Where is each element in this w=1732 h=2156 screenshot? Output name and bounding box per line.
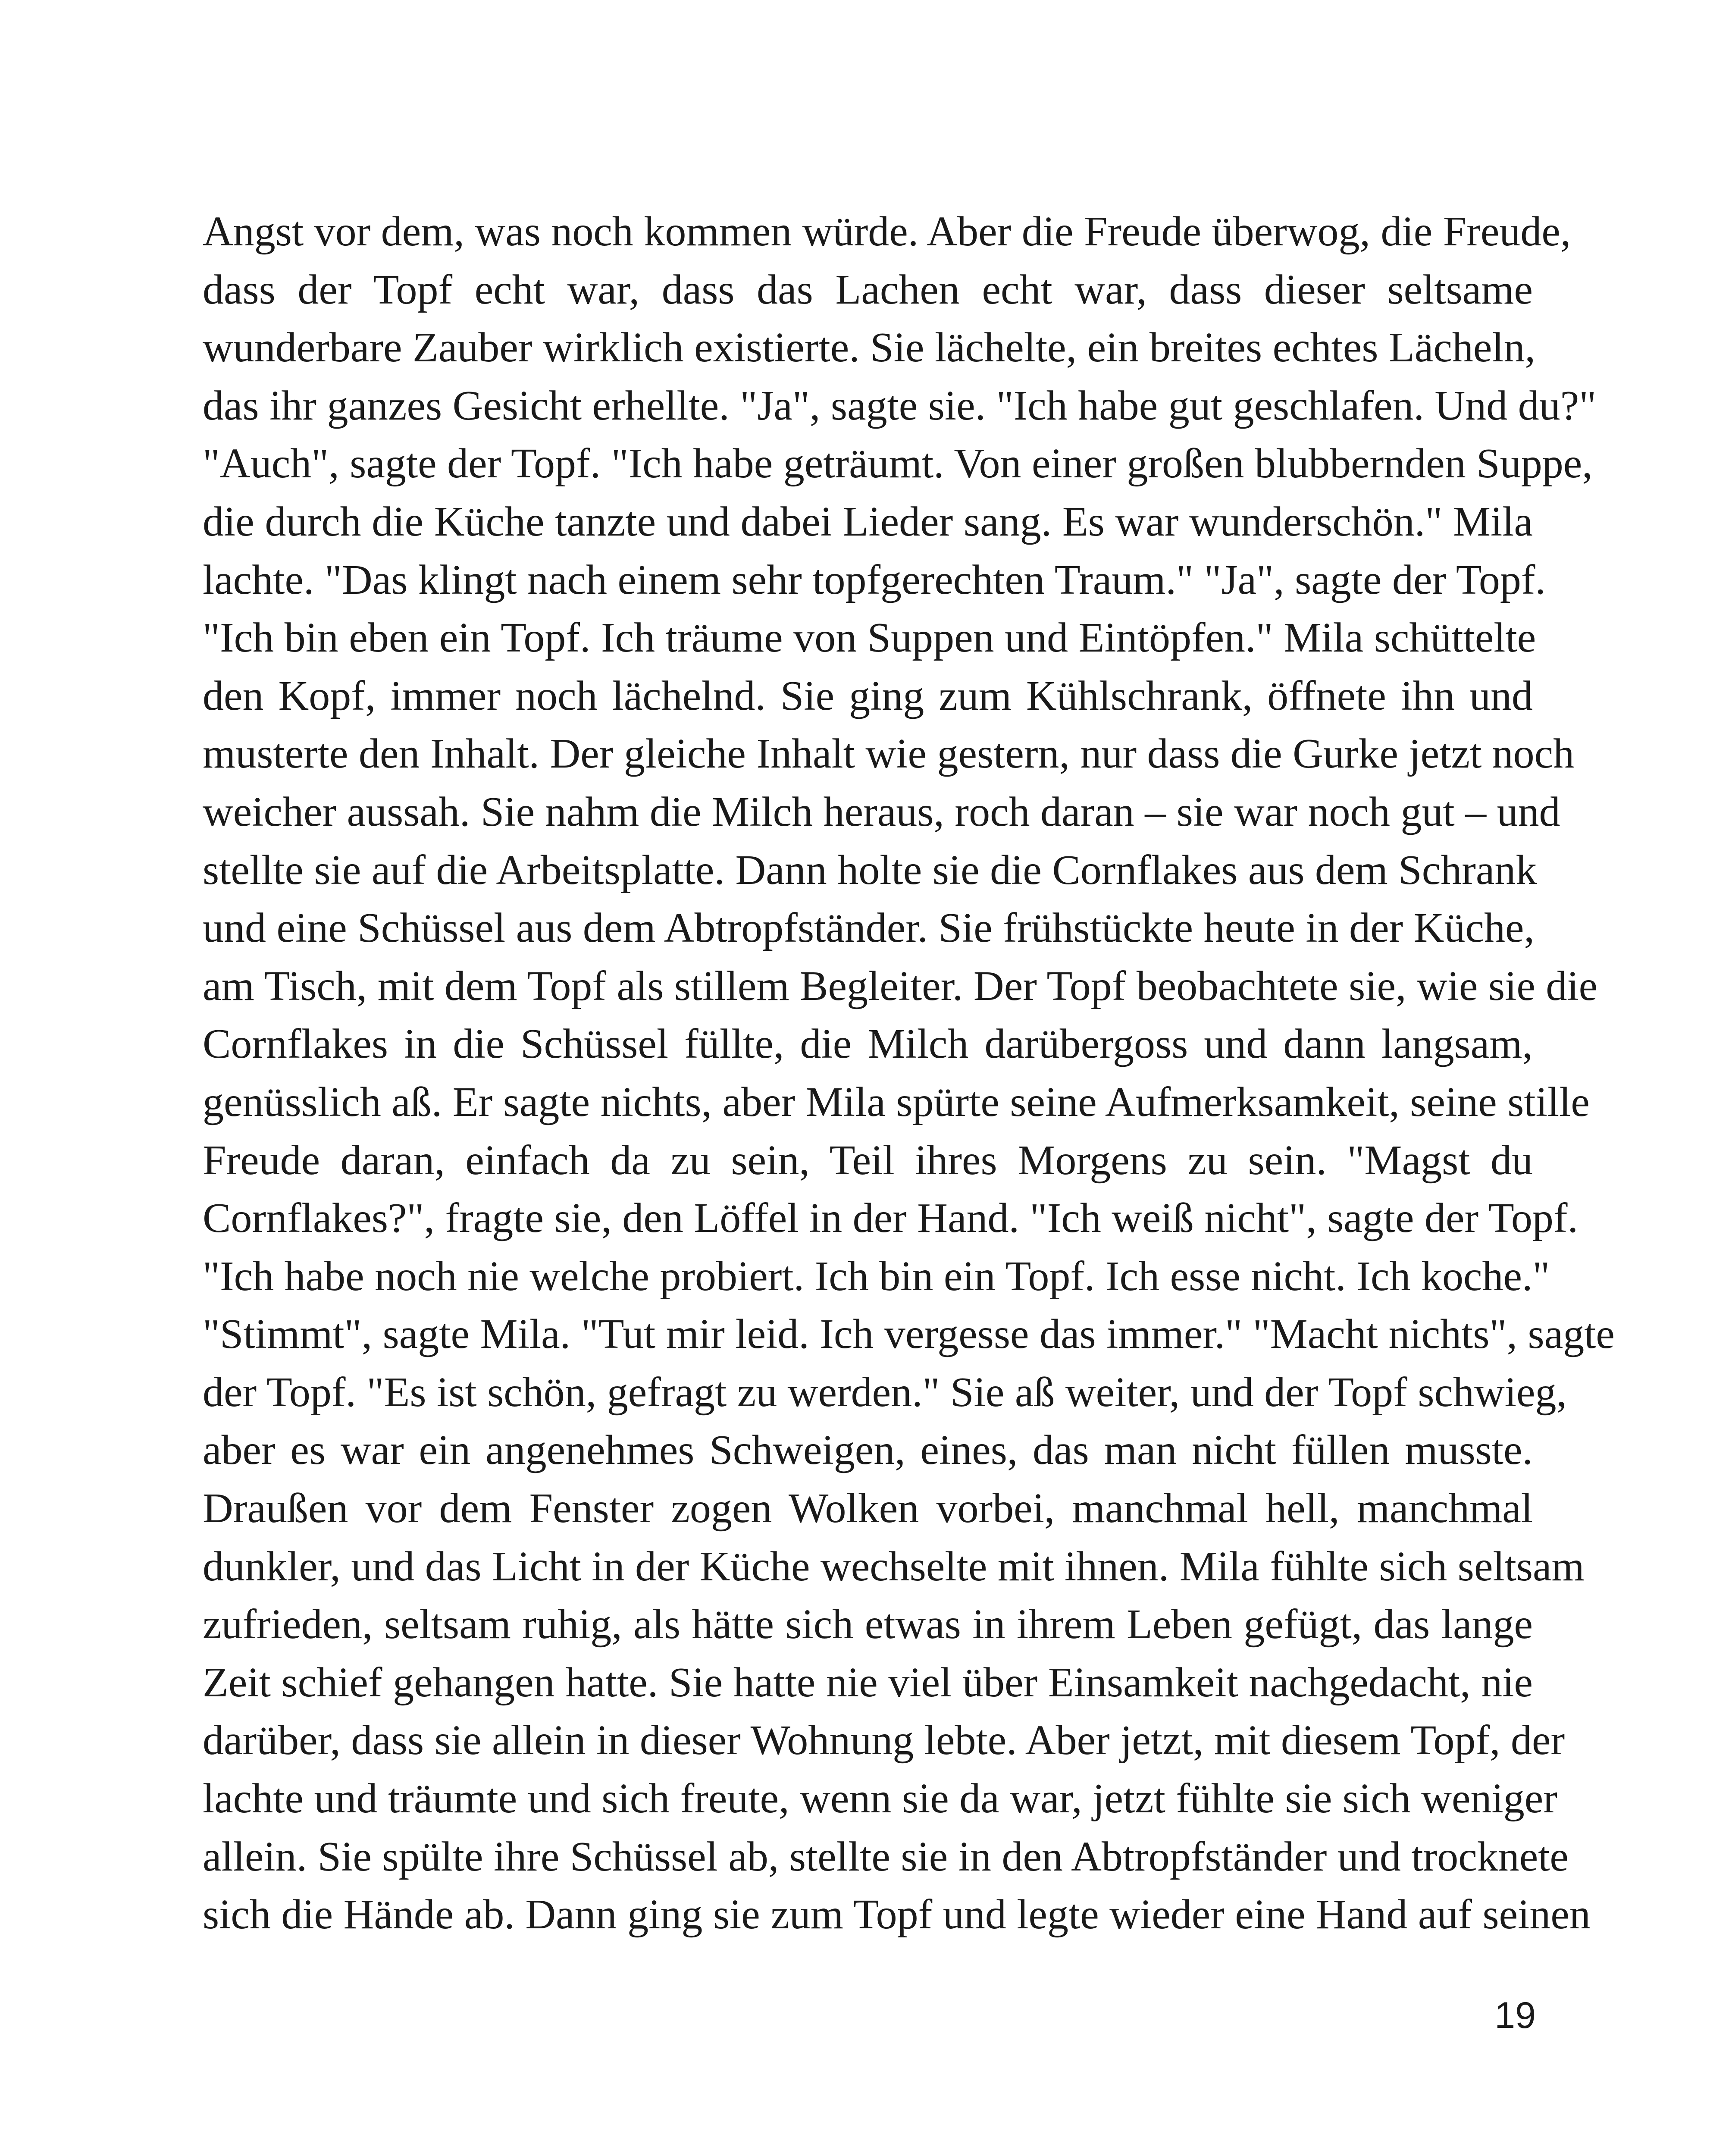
text-line: musterte den Inhalt. Der gleiche Inhalt wie gestern, nur dass die Gurke jetzt noch (203, 730, 1575, 777)
text-line: "Stimmt", sagte Mila. "Tut mir leid. Ich vergesse das immer." "Macht nichts", sagte (203, 1311, 1615, 1358)
text-line: lachte und träumte und sich freute, wenn sie da war, jetzt fühlte sie sich weniger (203, 1775, 1557, 1822)
text-line: und eine Schüssel aus dem Abtropfständer. Sie frühstückte heute in der Küche, (203, 905, 1535, 952)
text-line: wunderbare Zauber wirklich existierte. Sie lächelte, ein breites echtes Lächeln, (203, 324, 1536, 371)
text-line: der Topf. "Es ist schön, gefragt zu werden." Sie aß weiter, und der Topf schwieg, (203, 1369, 1567, 1416)
text-line: am Tisch, mit dem Topf als stillem Begleiter. Der Topf beobachtete sie, wie sie die (203, 962, 1598, 1009)
text-line: dass der Topf echt war, dass das Lachen echt war, dass dieser seltsame (203, 266, 1533, 313)
text-line: allein. Sie spülte ihre Schüssel ab, stellte sie in den Abtropfständer und trocknete (203, 1833, 1569, 1880)
body-text (203, 203, 1615, 1944)
text-line: weicher aussah. Sie nahm die Milch heraus, roch daran – sie war noch gut – und (203, 788, 1560, 835)
text-line: "Ich bin eben ein Topf. Ich träume von Suppen und Eintöpfen." Mila schüttelte (203, 614, 1536, 661)
text-line: aber es war ein angenehmes Schweigen, eines, das man nicht füllen musste. (203, 1427, 1533, 1474)
text-line: Cornflakes in die Schüssel füllte, die Milch darübergoss und dann langsam, (203, 1021, 1533, 1068)
text-line: den Kopf, immer noch lächelnd. Sie ging zum Kühlschrank, öffnete ihn und (203, 672, 1533, 719)
text-line: stellte sie auf die Arbeitsplatte. Dann holte sie die Cornflakes aus dem Schrank (203, 846, 1537, 893)
text-line: darüber, dass sie allein in dieser Wohnung lebte. Aber jetzt, mit diesem Topf, der (203, 1717, 1565, 1764)
text-line: sich die Hände ab. Dann ging sie zum Topf und legte wieder eine Hand auf seinen (203, 1891, 1591, 1938)
text-line: "Ich habe noch nie welche probiert. Ich bin ein Topf. Ich esse nicht. Ich koche." (203, 1253, 1550, 1300)
text-line: lachte. "Das klingt nach einem sehr topfgerechten Traum." "Ja", sagte der Topf. (203, 556, 1546, 603)
text-line: das ihr ganzes Gesicht erhellte. "Ja", sagte sie. "Ich habe gut geschlafen. Und du?" (203, 382, 1597, 429)
text-line: Angst vor dem, was noch kommen würde. Aber die Freude überwog, die Freude, (203, 208, 1571, 255)
text-line: genüsslich aß. Er sagte nichts, aber Mila spürte seine Aufmerksamkeit, seine stille (203, 1078, 1590, 1125)
text-line: zufrieden, seltsam ruhig, als hätte sich etwas in ihrem Leben gefügt, das lange (203, 1601, 1533, 1648)
text-line: Cornflakes?", fragte sie, den Löffel in der Hand. "Ich weiß nicht", sagte der Topf. (203, 1195, 1579, 1242)
text-line: Draußen vor dem Fenster zogen Wolken vorbei, manchmal hell, manchmal (203, 1485, 1533, 1532)
page-number: 19 (1494, 1995, 1536, 2036)
text-line: "Auch", sagte der Topf. "Ich habe geträumt. Von einer großen blubbernden Suppe, (203, 440, 1593, 487)
text-line: Freude daran, einfach da zu sein, Teil ihres Morgens zu sein. "Magst du (203, 1137, 1533, 1184)
text-line: dunkler, und das Licht in der Küche wechselte mit ihnen. Mila fühlte sich seltsam (203, 1543, 1585, 1590)
text-line: die durch die Küche tanzte und dabei Lieder sang. Es war wunderschön." Mila (203, 498, 1533, 545)
text-line: Zeit schief gehangen hatte. Sie hatte nie viel über Einsamkeit nachgedacht, nie (203, 1659, 1533, 1706)
